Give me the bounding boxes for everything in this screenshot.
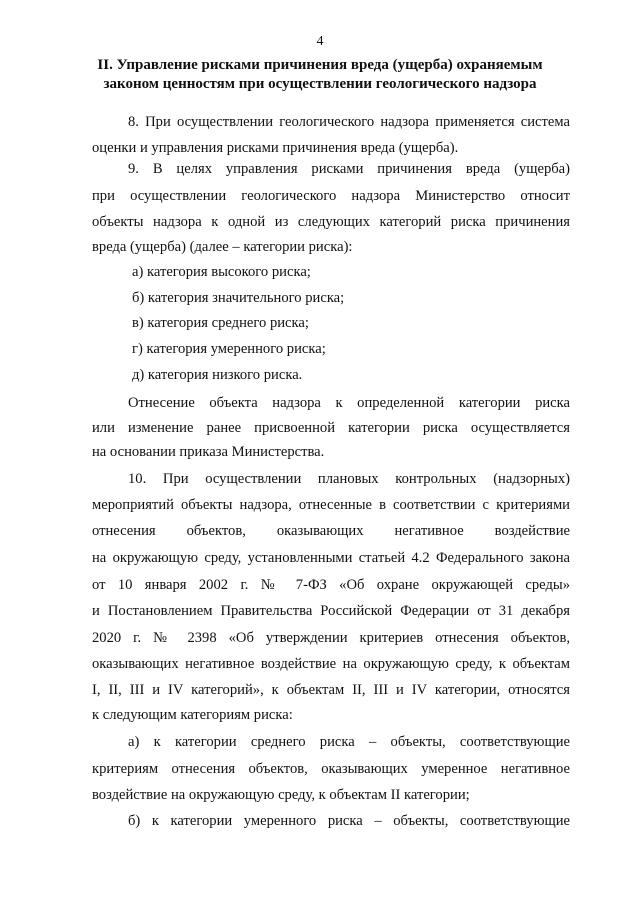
paragraph-10-line: 10. При осуществлении плановых контрольных (надзорных) [128, 471, 570, 487]
paragraph-10-line: I, II, III и IV категорий», к объектам II, III и IV категории, относятся [92, 682, 570, 698]
paragraph-10-line: мероприятий объекты надзора, отнесенные в соответствии с критериями [92, 497, 570, 513]
paragraph-10-line: отнесения объектов, оказывающих негативное воздействие [92, 523, 570, 539]
paragraph-9-line: при осуществлении геологического надзора Министерство относит [92, 188, 570, 204]
assignment-paragraph-line: Отнесение объекта надзора к определенной категории риска [128, 395, 570, 411]
paragraph-8-line: оценки и управления рисками причинения вреда (ущерба). [92, 140, 459, 156]
assignment-paragraph-line: или изменение ранее присвоенной категории риска осуществляется [92, 420, 570, 436]
risk-category-item: б) категория значительного риска; [132, 290, 345, 306]
heading-line: II. Управление рисками причинения вреда (ущерба) охраняемым [97, 57, 543, 73]
paragraph-10-line: от 10 января 2002 г. № 7-ФЗ «Об охране окружающей среды» [92, 577, 570, 593]
item-a-line: воздействие на окружающую среду, к объектам II категории; [92, 787, 470, 803]
risk-category-item: в) категория среднего риска; [132, 315, 309, 331]
risk-category-item: а) категория высокого риска; [132, 264, 311, 280]
page-number: 4 [316, 34, 324, 49]
paragraph-10-line: и Постановлением Правительства Российской Федерации от 31 декабря [92, 603, 570, 619]
risk-category-item: д) категория низкого риска. [132, 367, 303, 383]
paragraph-9-line: объекты надзора к одной из следующих категорий риска причинения [92, 214, 570, 230]
paragraph-10-line: на окружающую среду, установленными статьей 4.2 Федерального закона [92, 550, 570, 566]
paragraph-9-line: вреда (ущерба) (далее – категории риска): [92, 239, 353, 255]
item-b-line: б) к категории умеренного риска – объекты, соответствующие [128, 813, 570, 829]
risk-category-item: г) категория умеренного риска; [132, 341, 326, 357]
assignment-paragraph-line: на основании приказа Министерства. [92, 444, 325, 460]
item-a-line: а) к категории среднего риска – объекты, соответствующие [128, 734, 570, 750]
item-a-line: критериям отнесения объектов, оказывающих умеренное негативное [92, 761, 570, 777]
heading-line: законом ценностям при осуществлении геологического надзора [103, 76, 537, 92]
paragraph-10-line: к следующим категориям риска: [92, 707, 293, 723]
paragraph-8-line: 8. При осуществлении геологического надзора применяется система [128, 114, 570, 130]
paragraph-10-line: оказывающих негативное воздействие на окружающую среду, к объектам [92, 656, 570, 672]
paragraph-9-line: 9. В целях управления рисками причинения вреда (ущерба) [128, 161, 570, 177]
paragraph-10-line: 2020 г. № 2398 «Об утверждении критериев отнесения объектов, [92, 630, 570, 646]
section-heading [60, 56, 580, 94]
